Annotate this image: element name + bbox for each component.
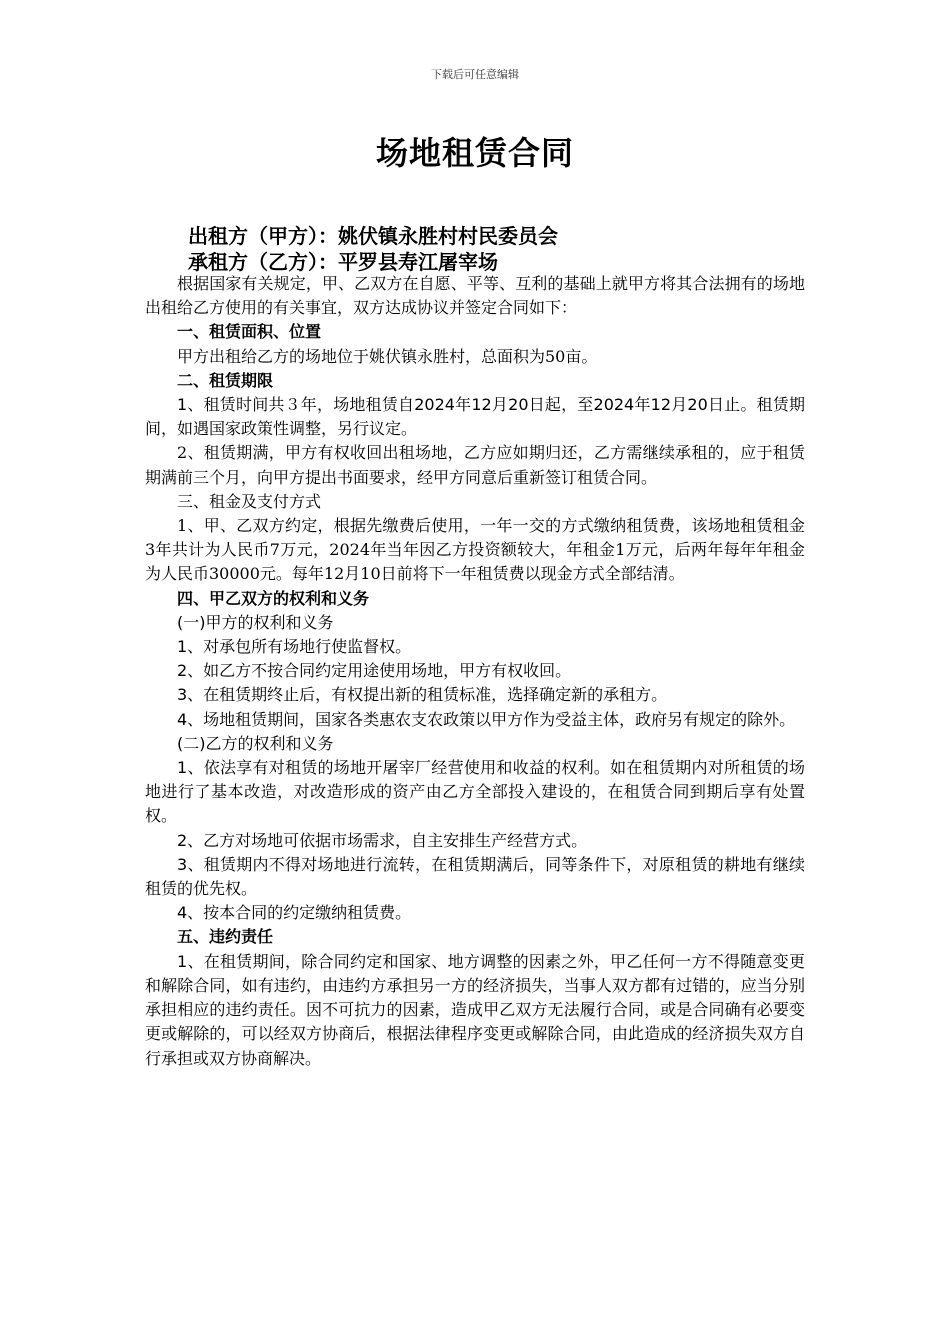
- party-b-line: 承租方（乙方）：平罗县寿江屠宰场: [188, 250, 498, 274]
- section-heading-term: 二、租赁期限: [177, 370, 274, 390]
- subheading-party-b: (二)乙方的权利和义务: [177, 733, 334, 753]
- party-a-item-1: 1、对承包所有场地行使监督权。: [177, 637, 412, 657]
- paragraph-term-2: 2、租赁期满，甲方有权收回出租场地，乙方应如期归还，乙方需继续承租的，应于租赁期满前三个月，向甲方提出书面要求，经甲方同意后重新签订租赁合同。: [145, 443, 805, 487]
- intro-paragraph: 根据国家有关规定，甲、乙双方在自愿、平等、互利的基础上就甲方将其合法拥有的场地出租给乙方使用的有关事宜，双方达成协议并签定合同如下：: [145, 274, 805, 318]
- party-a-item-4: 4、场地租赁期间，国家各类惠农支农政策以甲方作为受益主体，政府另有规定的除外。: [177, 709, 796, 729]
- paragraph-area: 甲方出租给乙方的场地位于姚伏镇永胜村，总面积为50亩。: [177, 346, 598, 366]
- subheading-party-a: (一)甲方的权利和义务: [177, 612, 334, 632]
- party-b-item-4: 4、按本合同的约定缴纳租赁费。: [177, 903, 412, 923]
- paragraph-breach-1: 1、在租赁期间，除合同约定和国家、地方调整的因素之外，甲乙任何一方不得随意变更和解除合同，如有违约，由违约方承担另一方的经济损失，当事人双方都有过错的，应当分别承担相应的违约责任。因不可抗力的因素，造成甲乙双方无法履行合同，或是合同确有必要变更或解除的，可以经双方协商后，根据法律程序变更或解除合同，由此造成的经济损失双方自行承担或双方协商解决。: [145, 951, 805, 1068]
- section-heading-area: 一、租赁面积、位置: [177, 322, 322, 342]
- section-heading-rent: 三、租金及支付方式: [177, 491, 322, 511]
- paragraph-rent-1: 1、甲、乙双方约定，根据先缴费后使用，一年一交的方式缴纳租赁费，该场地租赁租金3年共计为人民币7万元，2024年当年因乙方投资额较大，年租金1万元，后两年每年年租金为人民币30000元。每年12月10日前将下一年租赁费以现金方式全部结清。: [145, 516, 805, 584]
- section-heading-rights: 四、甲乙双方的权利和义务: [177, 588, 370, 608]
- party-a-line: 出租方（甲方）：姚伏镇永胜村村民委员会: [188, 224, 558, 248]
- header-note: 下载后可任意编辑: [431, 68, 519, 81]
- party-a-item-3: 3、在租赁期终止后，有权提出新的租赁标准，选择确定新的承租方。: [177, 685, 668, 705]
- page-title: 场地租赁合同: [375, 134, 574, 172]
- party-b-item-2: 2、乙方对场地可依据市场需求，自主安排生产经营方式。: [177, 830, 588, 850]
- party-b-item-3: 3、租赁期内不得对场地进行流转，在租赁期满后，同等条件下，对原租赁的耕地有继续租赁的优先权。: [145, 854, 805, 899]
- section-heading-breach: 五、违约责任: [177, 927, 274, 947]
- party-b-item-1: 1、依法享有对租赁的场地开屠宰厂经营使用和收益的权利。如在租赁期内对所租赁的场地进行了基本改造，对改造形成的资产由乙方全部投入建设的，在租赁合同到期后享有处置权。: [145, 758, 805, 826]
- contract-body: [145, 272, 805, 1071]
- paragraph-term-1: 1、租赁时间共３年，场地租赁自2024年12月20日起，至2024年12月20日止。租赁期间，如遇国家政策性调整，另行议定。: [145, 395, 805, 439]
- party-a-item-2: 2、如乙方不按合同约定用途使用场地，甲方有权收回。: [177, 661, 572, 681]
